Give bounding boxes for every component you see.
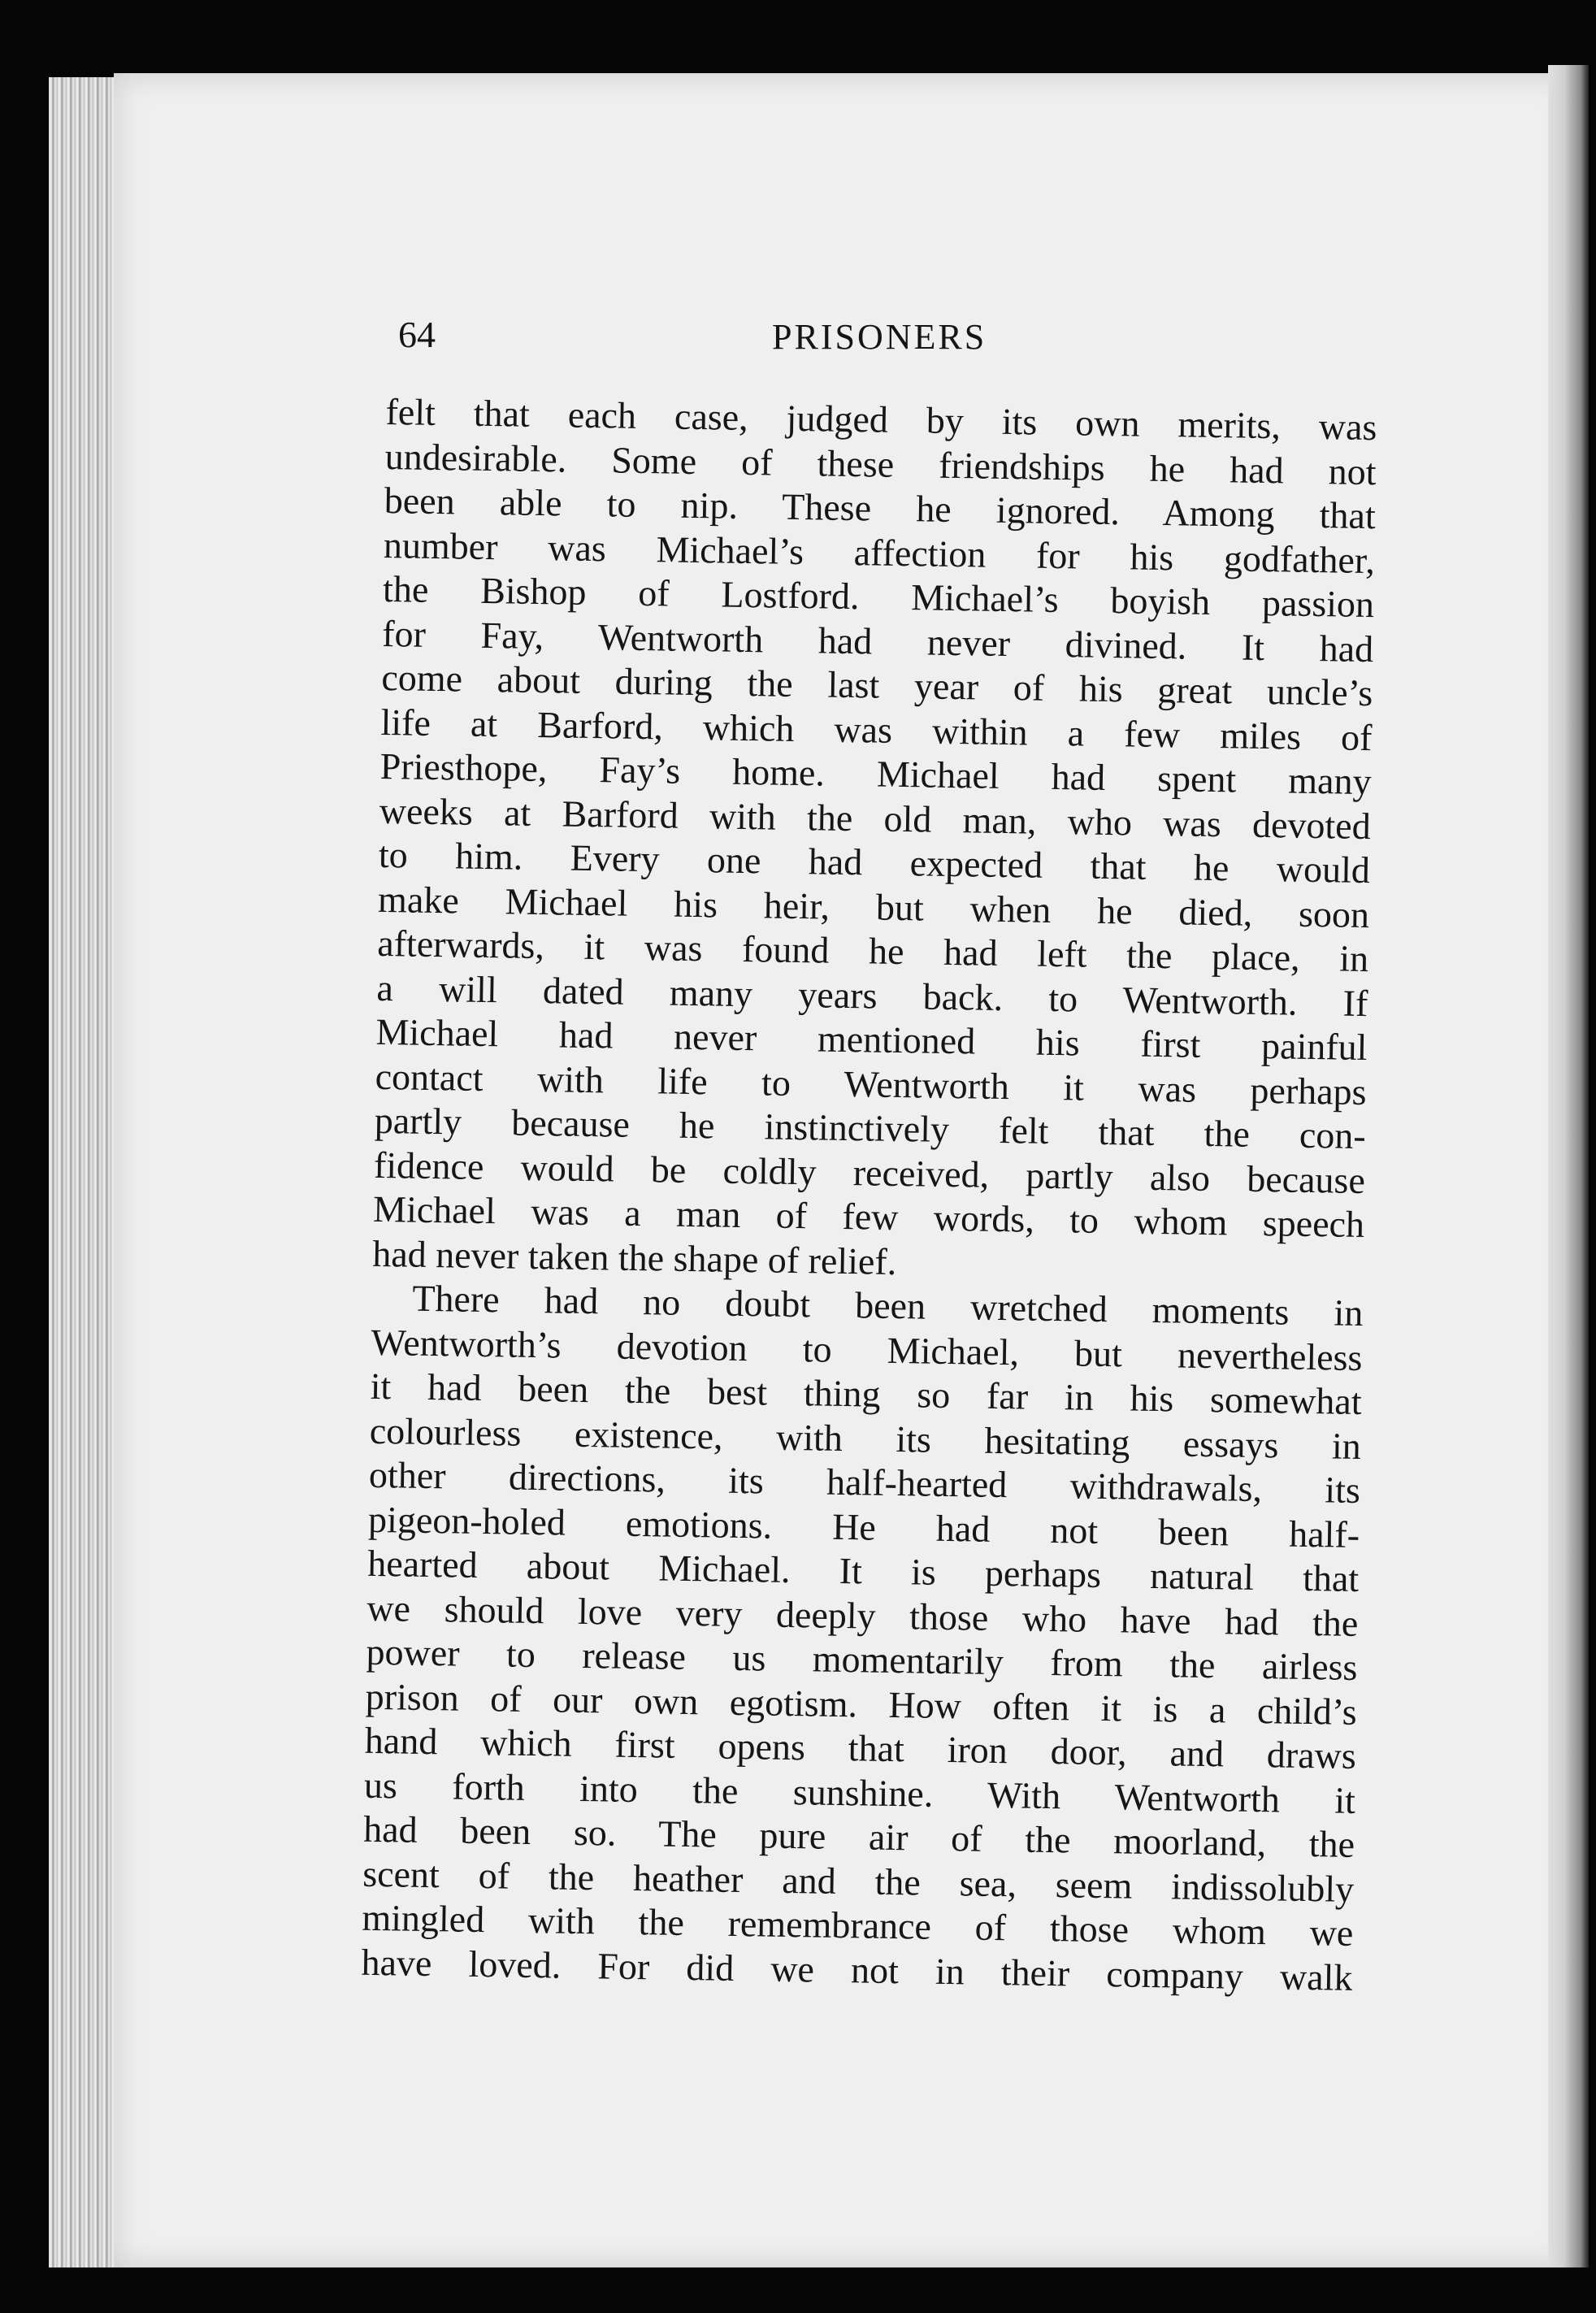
text-line: it had been the best thing so far in his somewhat	[370, 1365, 1363, 1423]
text-line: There had no doubt been wretched moments in	[412, 1277, 1364, 1334]
page-number: 64	[398, 314, 436, 355]
text-line: mingled with the remembrance of those whom we	[362, 1896, 1354, 1954]
text-line: Wentworth’s devotion to Michael, but nevertheless	[371, 1321, 1363, 1378]
text-line: for Fay, Wentworth had never divined. It had	[381, 612, 1374, 670]
page-right-edge	[1548, 65, 1589, 2267]
text-line: life at Barford, which was within a few miles of	[380, 701, 1373, 758]
text-line: colourless existence, with its hesitating essays in	[369, 1409, 1362, 1467]
text-line: other directions, its half-hearted withdrawals, its	[368, 1453, 1361, 1511]
text-line: have loved. For did we not in their company walk	[361, 1941, 1353, 1998]
text-line: hand which first opens that iron door, and draws	[364, 1719, 1357, 1777]
text-line: fidence would be coldly received, partly also because	[373, 1143, 1366, 1201]
body-text	[361, 390, 1377, 2031]
text-line: us forth into the sunshine. With Wentworth it	[363, 1764, 1356, 1821]
text-line: contact with life to Wentworth it was perhaps	[375, 1055, 1367, 1113]
text-line: had never taken the shape of relief.	[371, 1232, 897, 1282]
text-line: had been so. The pure air of the moorland, the	[362, 1807, 1355, 1865]
text-line: prison of our own egotism. How often it is a child’s	[365, 1675, 1358, 1733]
text-line: make Michael his heir, but when he died, soon	[377, 878, 1370, 935]
text-line: we should love very deeply those who have had the	[366, 1586, 1359, 1644]
text-line: partly because he instinctively felt that the con-	[374, 1099, 1367, 1157]
text-line: a will dated many years back. to Wentworth. If	[376, 966, 1368, 1024]
text-line: come about during the last year of his great uncle’s	[381, 656, 1373, 714]
running-head: PRISONERS	[772, 317, 987, 357]
text-line: to him. Every one had expected that he would	[378, 833, 1371, 892]
text-line: power to release us momentarily from the airless	[366, 1630, 1358, 1688]
text-line: hearted about Michael. It is perhaps natural that	[366, 1542, 1360, 1599]
text-line: scent of the heather and the sea, seem indissolubly	[362, 1852, 1355, 1910]
text-line: been able to nip. These he ignored. Among that	[384, 479, 1377, 537]
text-line: undesirable. Some of these friendships he had not	[384, 435, 1377, 493]
text-line: felt that each case, judged by its own merits, was	[385, 390, 1377, 449]
text-line: afterwards, it was found he had left the place, in	[376, 922, 1369, 980]
text-line: pigeon-holed emotions. He had not been half-	[367, 1498, 1360, 1556]
text-line: Michael had never mentioned his first painful	[375, 1010, 1368, 1069]
text-line: Michael was a man of few words, to whom speech	[372, 1187, 1365, 1246]
page-header	[398, 313, 1422, 362]
text-line: the Bishop of Lostford. Michael’s boyish passion	[382, 567, 1375, 626]
text-line: Priesthope, Fay’s home. Michael had spent many	[379, 744, 1372, 803]
text-line: number was Michael’s affection for his godfather,	[383, 523, 1376, 581]
text-line: weeks at Barford with the old man, who was devoted	[379, 789, 1372, 847]
